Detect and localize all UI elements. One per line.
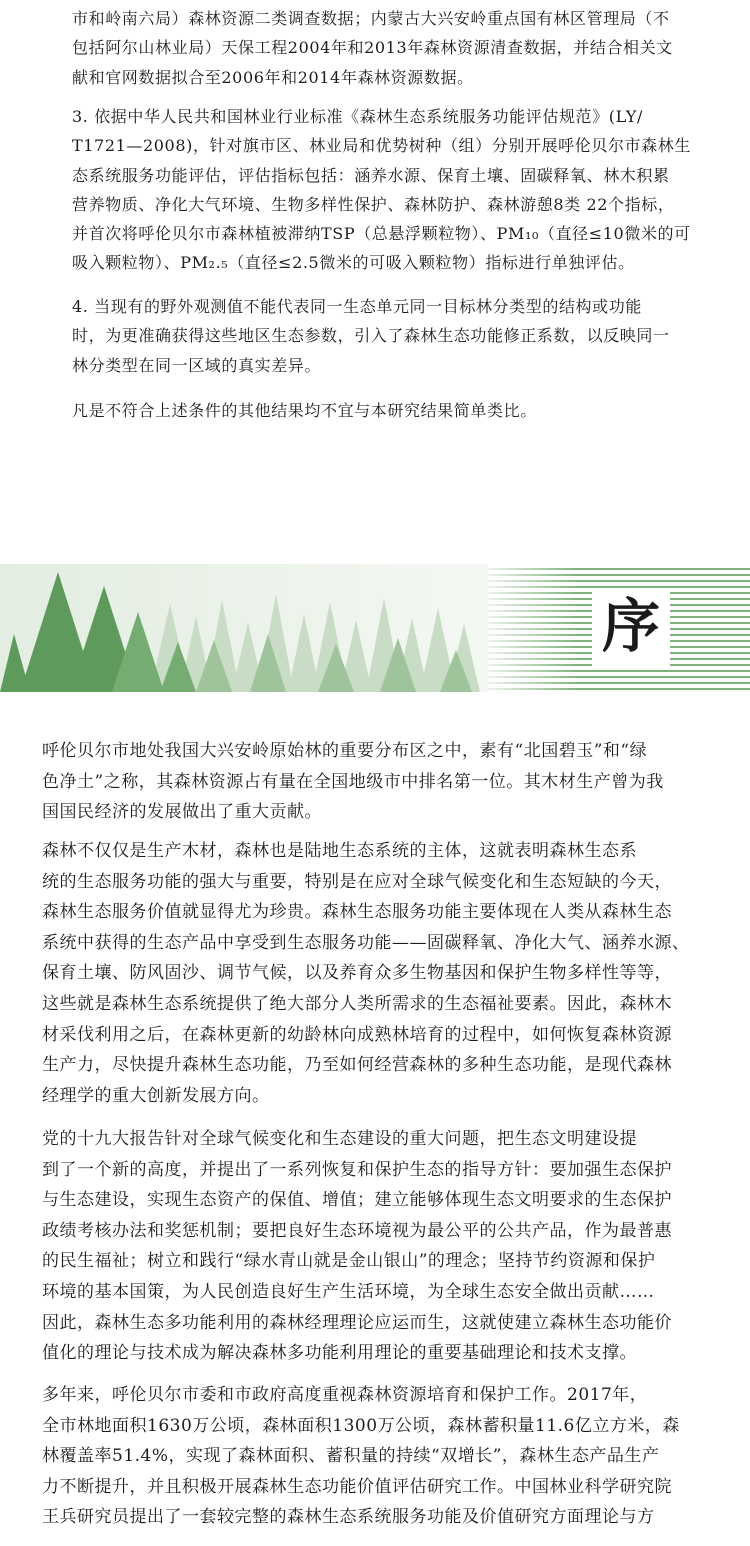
paragraph-item-3 [72, 102, 716, 278]
text-line: 这些就是森林生态系统提供了绝大部分人类所需求的生态福祉要素。因此，森林木 [42, 993, 672, 1014]
text-line: 营养物质、净化大气环境、生物多样性保护、森林防护、森林游憩8类 22个指标， [72, 194, 675, 214]
paragraph-item-4 [72, 292, 716, 380]
paragraph-policy [42, 1124, 732, 1369]
text-line: 包括阿尔山林业局）天保工程2004年和2013年森林资源清查数据，并结合相关文 [72, 38, 673, 58]
text-line: 到了一个新的高度，并提出了一系列恢复和保护生态的指导方针：要加强生态保护 [42, 1159, 672, 1180]
text-line: 生产力，尽快提升森林生态功能，乃至如何经营森林的多种生态功能，是现代森林 [42, 1055, 672, 1076]
text-line: 系统中获得的生态产品中享受到生态服务功能——固碳释氧、净化大气、涵养水源、 [42, 932, 690, 953]
paragraph-hulunbuir [42, 1380, 732, 1533]
forest-illustration [0, 564, 488, 692]
text-line: 国国民经济的发展做出了重大贡献。 [42, 802, 322, 823]
text-line: 吸入颗粒物）、PM₂.₅（直径≤2.5微米的可吸入颗粒物）指标进行单独评估。 [72, 253, 635, 273]
text-line: 林覆盖率51.4%，实现了森林面积、蓄积量的持续“双增长”，森林生态产品生产 [42, 1446, 660, 1467]
text-line: 因此，森林生态多功能利用的森林经理理论应运而生，这就使建立森林生态功能价 [42, 1312, 672, 1333]
section-title: 序 [601, 592, 660, 660]
text-line: 4. 当现有的野外观测值不能代表同一生态单元同一目标林分类型的结构或功能 [72, 297, 642, 316]
text-line: 林分类型在同一区域的真实差异。 [72, 355, 322, 375]
text-line: 凡是不符合上述条件的其他结果均不宜与本研究结果简单类比。 [72, 401, 537, 420]
text-line: 全市林地面积1630万公顷，森林面积1300万公顷，森林蓄积量11.6亿立方米，森 [42, 1415, 680, 1436]
text-line: 材采伐利用之后，在森林更新的幼龄林向成熟林培育的过程中，如何恢复森林资源 [42, 1024, 672, 1045]
text-line: 统的生态服务功能的强大与重要，特别是在应对全球气候变化和生态短缺的今天， [42, 871, 672, 892]
upper-text-section [0, 0, 750, 520]
text-line: 政绩考核办法和奖惩机制；要把良好生态环境视为最公平的公共产品，作为最普惠 [42, 1220, 672, 1241]
paragraph-disclaimer [72, 396, 716, 425]
paragraph-intro [42, 736, 732, 828]
text-line: 经理学的重大创新发展方向。 [42, 1085, 270, 1106]
text-line: 值化的理论与技术成为解决森林多功能利用理论的重要基础理论和技术支撑。 [42, 1343, 637, 1364]
text-line: 王兵研究员提出了一套较完整的森林生态系统服务功能及价值研究方面理论与方 [42, 1507, 655, 1528]
stripes-fade [488, 564, 578, 692]
text-line: 的民生福祉；树立和践行“绿水青山就是金山银山”的理念；坚持节约资源和保护 [42, 1251, 656, 1272]
text-line: 与生态建设，实现生态资产的保值、增值；建立能够体现生态文明要求的生态保护 [42, 1190, 672, 1211]
text-line: T1721—2008)，针对旗市区、林业局和优势树种（组）分别开展呼伦贝尔市森林生 [72, 136, 691, 156]
text-line: 献和官网数据拟合至2006年和2014年森林资源数据。 [72, 67, 474, 87]
text-line: 森林生态服务价值就显得尤为珍贵。森林生态服务功能主要体现在人类从森林生态 [42, 902, 672, 923]
text-line: 多年来，呼伦贝尔市委和市政府高度重视森林资源培育和保护工作。2017年， [42, 1385, 648, 1405]
text-line: 力不断提升，并且积极开展森林生态功能价值评估研究工作。中国林业科学研究院 [42, 1476, 672, 1497]
text-line: 党的十九大报告针对全球气候变化和生态建设的重大问题，把生态文明建设提 [42, 1129, 637, 1149]
text-line: 态系统服务功能评估，评估指标包括：涵养水源、保育土壤、固碳释氧、林木积累 [72, 165, 670, 185]
paragraph-data-sources [72, 4, 716, 92]
text-line: 森林不仅仅是生产木材，森林也是陆地生态系统的主体，这就表明森林生态系 [42, 841, 637, 861]
text-line: 色净土”之称，其森林资源占有量在全国地级市中排名第一位。其木材生产曾为我 [42, 771, 664, 792]
text-line: 环境的基本国策，为人民创造良好生产生活环境，为全球生态安全做出贡献…… [42, 1281, 655, 1302]
text-line: 时，为更准确获得这些地区生态参数，引入了森林生态功能修正系数，以反映同一 [72, 326, 670, 346]
text-line: 保育土壤、防风固沙、调节气候，以及养育众多生物基因和保护生物多样性等等， [42, 963, 672, 984]
text-line: 3. 依据中华人民共和国林业行业标准《森林生态系统服务功能评估规范》(LY/ [72, 107, 643, 126]
paragraph-forest-function [42, 836, 732, 1111]
text-line: 呼伦贝尔市地处我国大兴安岭原始林的重要分布区之中，素有“北国碧玉”和“绿 [42, 741, 648, 761]
text-line: 市和岭南六局）森林资源二类调查数据；内蒙古大兴安岭重点国有林区管理局（不 [72, 9, 670, 28]
text-line: 并首次将呼伦贝尔市森林植被滞纳TSP（总悬浮颗粒物）、PM₁₀（直径≤10微米的可 [72, 224, 691, 244]
